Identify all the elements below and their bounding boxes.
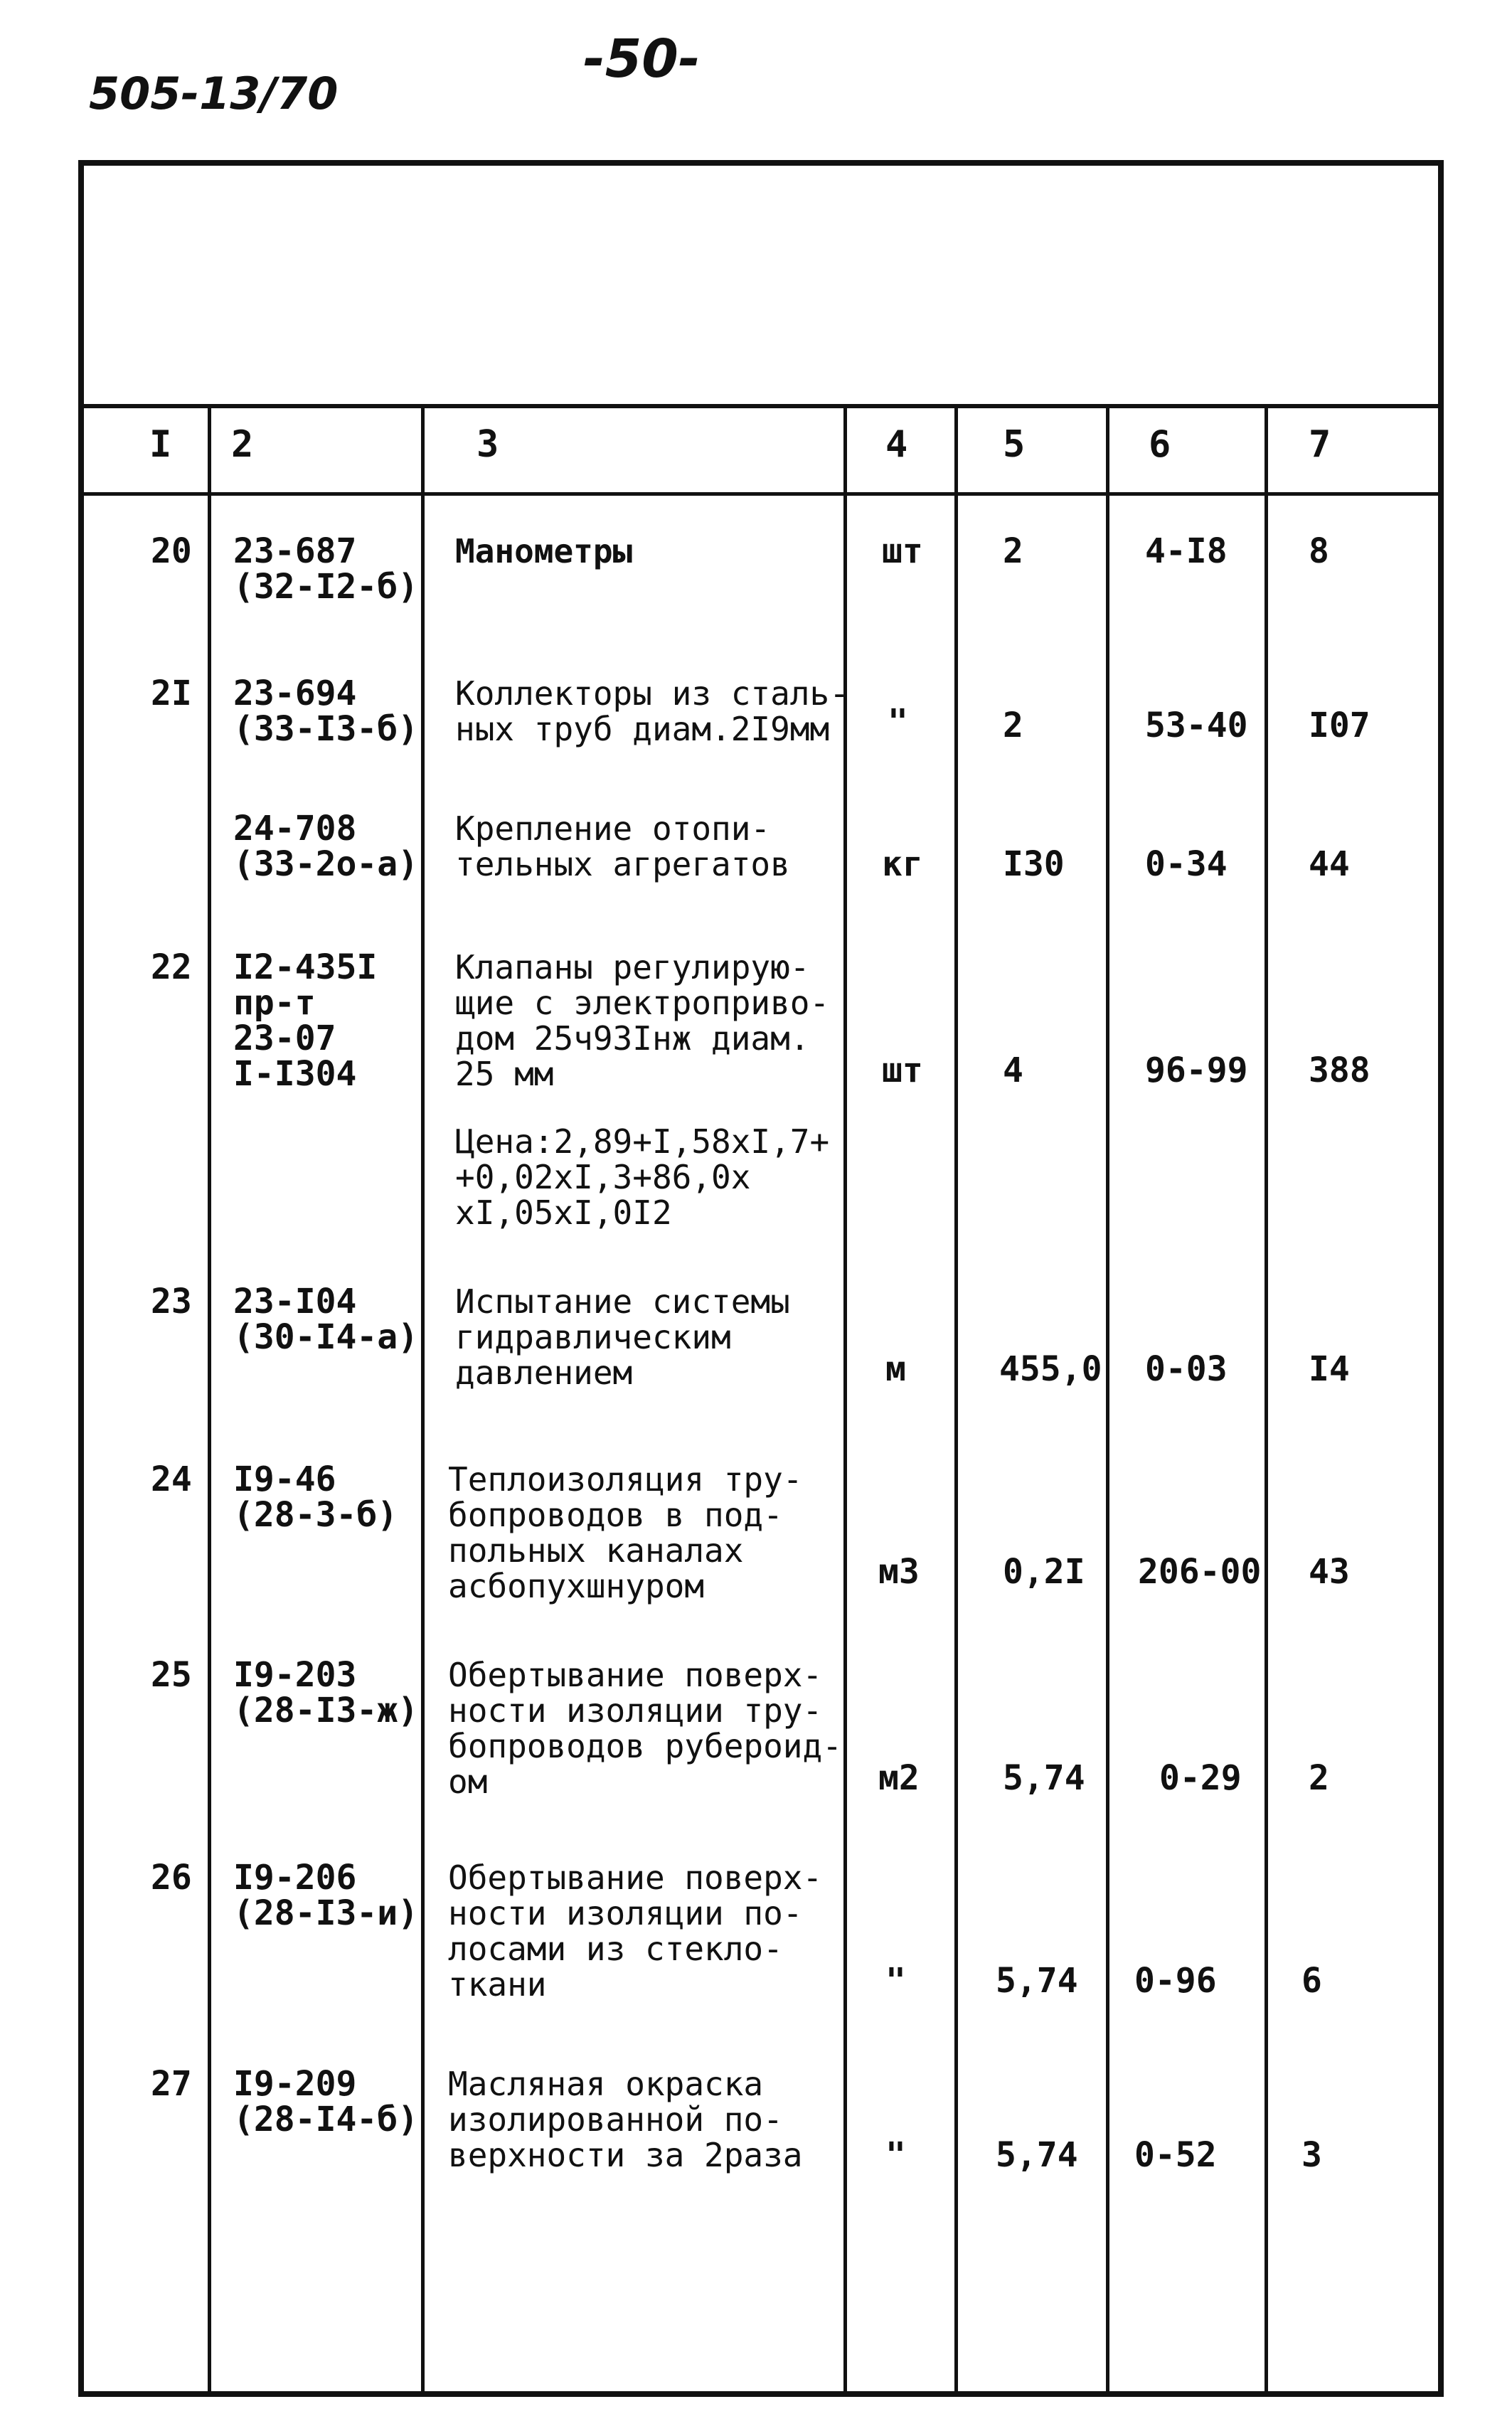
row-unit: шт [882, 1051, 923, 1090]
header-col-1: I [149, 423, 172, 466]
page-number: -50- [583, 28, 701, 90]
row-number: 20 [151, 531, 192, 571]
row-code: I9-209 (28-I4-б) [233, 2064, 419, 2139]
column-divider-2 [421, 405, 425, 2393]
row-total: 8 [1309, 531, 1329, 571]
row-price: 0-96 [1134, 1961, 1217, 2001]
row-code: I9-203 (28-I3-ж) [233, 1655, 419, 1730]
row-unit: м3 [878, 1552, 920, 1592]
row-name: Коллекторы из сталь- ных труб диам.2I9мм [455, 674, 849, 748]
row-unit: " [885, 1961, 906, 2001]
row-total: 6 [1301, 1961, 1322, 2001]
row-price: 0-52 [1134, 2135, 1217, 2175]
price-formula-note: Цена:2,89+I,58хI,7+ +0,02хI,3+86,0х хI,05хI,0I2 [455, 1122, 830, 1232]
row-price: 96-99 [1145, 1051, 1248, 1090]
column-divider-1 [208, 405, 211, 2393]
row-name: Обертывание поверх- ности изоляции тру- бопроводов рубероид- ом [448, 1656, 842, 1801]
row-total: 388 [1309, 1051, 1370, 1090]
row-qty: 455,0 [999, 1349, 1102, 1389]
row-code: I9-46 (28-3-б) [233, 1459, 398, 1535]
row-name: Масляная окраска изолированной по- верхности за 2раза [448, 2065, 803, 2174]
row-price: 4-I8 [1145, 531, 1228, 571]
row-total: 44 [1309, 844, 1350, 884]
row-code: I9-206 (28-I3-и) [233, 1858, 419, 1933]
row-total: I07 [1309, 706, 1370, 745]
row-number: 26 [151, 1858, 192, 1898]
row-unit: " [885, 2135, 906, 2175]
row-code: I2-435I пр-т 23-07 I-I304 [233, 947, 378, 1094]
row-name: Клапаны регулирую- щие с электроприво- дом 25ч93Iнж диам. 25 мм [455, 948, 830, 1093]
row-unit: шт [882, 531, 923, 571]
table-border-top [78, 160, 1444, 166]
row-total: 43 [1309, 1552, 1350, 1592]
header-col-4: 4 [885, 423, 908, 466]
header-top-line [78, 404, 1444, 408]
column-divider-4 [954, 405, 958, 2393]
header-bottom-line [78, 492, 1444, 496]
row-number: 22 [151, 947, 192, 987]
row-total: 2 [1309, 1758, 1329, 1798]
header-col-3: 3 [477, 423, 499, 466]
row-name: Крепление отопи- тельных агрегатов [455, 809, 790, 883]
header-col-6: 6 [1149, 423, 1171, 466]
table-border-bottom [78, 2391, 1444, 2397]
row-qty: 5,74 [996, 1961, 1078, 2001]
header-col-2: 2 [231, 423, 254, 466]
column-divider-5 [1106, 405, 1109, 2393]
row-price: 0-03 [1145, 1349, 1228, 1389]
row-name: Теплоизоляция тру- бопроводов в под- польных каналах асбопухшнуром [448, 1460, 803, 1605]
row-code: 24-708 (33-2о-а) [233, 809, 419, 884]
row-unit: м [885, 1349, 906, 1389]
header-col-7: 7 [1309, 423, 1331, 466]
row-price: 206-00 [1138, 1552, 1262, 1592]
row-unit: кг [882, 844, 923, 884]
row-name: Обертывание поверх- ности изоляции по- лосами из стекло- ткани [448, 1858, 823, 2004]
row-number: 2I [151, 674, 192, 713]
row-price: 53-40 [1145, 706, 1248, 745]
row-qty: 4 [1003, 1051, 1023, 1090]
row-code: 23-I04 (30-I4-а) [233, 1282, 419, 1357]
row-name: Манометры [455, 532, 633, 570]
row-qty: I30 [1003, 844, 1065, 884]
document-code: 505-13/70 [89, 68, 339, 119]
row-name: Испытание системы гидравлическим давлением [455, 1282, 790, 1392]
header-col-5: 5 [1003, 423, 1026, 466]
row-total: I4 [1309, 1349, 1350, 1389]
row-qty: 2 [1003, 706, 1023, 745]
row-code: 23-687 (32-I2-б) [233, 531, 419, 607]
row-qty: 5,74 [1003, 1758, 1085, 1798]
row-price: 0-29 [1159, 1758, 1242, 1798]
row-qty: 5,74 [996, 2135, 1078, 2175]
column-divider-6 [1265, 405, 1268, 2393]
row-number: 27 [151, 2064, 192, 2104]
row-code: 23-694 (33-I3-б) [233, 674, 419, 749]
row-qty: 2 [1003, 531, 1023, 571]
row-number: 24 [151, 1459, 192, 1499]
row-qty: 0,2I [1003, 1552, 1085, 1592]
row-total: 3 [1301, 2135, 1322, 2175]
row-number: 23 [151, 1282, 192, 1321]
row-unit: м2 [878, 1758, 920, 1798]
row-price: 0-34 [1145, 844, 1228, 884]
row-number: 25 [151, 1655, 192, 1695]
row-unit: " [888, 702, 908, 742]
